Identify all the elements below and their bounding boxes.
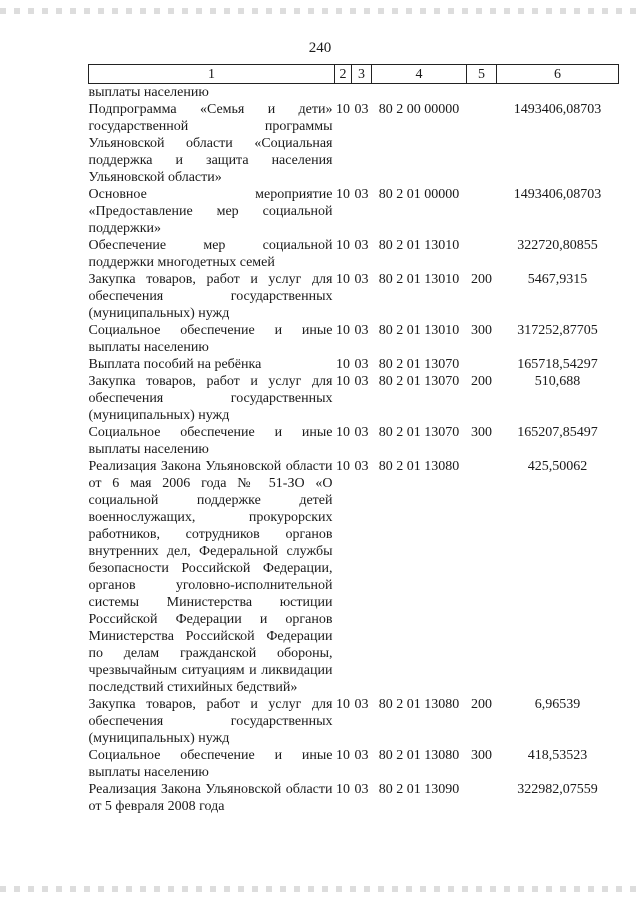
row-target-code: 80 2 00 00000 xyxy=(378,102,460,117)
row-section: 10 xyxy=(336,425,350,440)
row-target-code: 80 2 01 13010 xyxy=(378,272,460,287)
table-row xyxy=(89,373,619,424)
row-amount: 165718,54297 xyxy=(517,357,598,372)
table-row xyxy=(89,237,619,271)
table-row xyxy=(89,747,619,781)
row-expense-type xyxy=(467,237,497,271)
row-target-code: 80 2 01 13080 xyxy=(378,697,460,712)
row-subsection: 03 xyxy=(354,425,369,440)
row-name: Социальное обеспечение и иные выплаты населению xyxy=(88,748,333,780)
row-section: 10 xyxy=(336,459,350,474)
table-header xyxy=(89,65,619,84)
table-row xyxy=(89,458,619,696)
row-name: Выплата пособий на ребёнка xyxy=(88,357,262,372)
row-amount: 317252,87705 xyxy=(517,323,598,338)
row-expense-type: 200 xyxy=(471,374,492,389)
row-amount: 425,50062 xyxy=(527,459,588,474)
row-name: Обеспечение мер социальной поддержки многодетных семей xyxy=(88,238,333,270)
row-target-code xyxy=(372,84,467,102)
row-target-code: 80 2 01 13070 xyxy=(378,357,460,372)
header-col-4: 4 xyxy=(372,65,467,84)
row-subsection: 03 xyxy=(354,323,369,338)
table-row xyxy=(89,356,619,373)
row-expense-type: 300 xyxy=(471,748,492,763)
header-col-2: 2 xyxy=(335,65,352,84)
row-amount xyxy=(497,84,619,102)
table-row xyxy=(89,101,619,186)
table-body xyxy=(89,84,619,816)
header-col-3: 3 xyxy=(352,65,372,84)
row-target-code: 80 2 01 13070 xyxy=(378,374,460,389)
row-name: Реализация Закона Ульяновской области от 6 мая 2006 года № 51-ЗО «О социальной поддержке детей военнослужащих, прокурорских работников, сотрудников органов внутренних дел, Федеральной службы безопасности Российской Федерации, органов уголовно-исполнительной системы Министерства юстиции Российской Федерации и органов Министерства Российской Федерации по делам гражданской обороны, чрезвычайным ситуациям и ликвидации последствий стихийных бедствий» xyxy=(88,459,333,695)
page-number: 240 xyxy=(308,40,332,56)
row-section: 10 xyxy=(336,102,350,117)
table-row xyxy=(89,271,619,322)
row-expense-type xyxy=(467,84,497,102)
scan-edge-bottom xyxy=(0,886,640,892)
row-subsection: 03 xyxy=(354,748,369,763)
row-name: Основное мероприятие «Предоставление мер социальной поддержки» xyxy=(88,187,333,236)
row-section: 10 xyxy=(336,238,350,253)
scan-edge-top xyxy=(0,8,640,14)
table-row xyxy=(89,781,619,815)
row-amount: 322720,80855 xyxy=(517,238,598,253)
header-col-5: 5 xyxy=(467,65,497,84)
row-expense-type: 300 xyxy=(471,323,492,338)
row-expense-type xyxy=(467,186,497,237)
row-name: Реализация Закона Ульяновской области от 5 февраля 2008 года xyxy=(88,782,333,814)
row-expense-type xyxy=(467,101,497,186)
row-subsection: 03 xyxy=(354,374,369,389)
row-amount: 1493406,08703 xyxy=(513,187,602,202)
row-section: 10 xyxy=(336,782,350,797)
header-col-6: 6 xyxy=(497,65,619,84)
row-amount: 1493406,08703 xyxy=(513,102,602,117)
row-name: выплаты населению xyxy=(88,85,209,100)
table-row xyxy=(89,322,619,356)
row-section: 10 xyxy=(336,187,350,202)
row-subsection: 03 xyxy=(354,697,369,712)
row-subsection: 03 xyxy=(354,102,369,117)
row-expense-type: 200 xyxy=(471,697,492,712)
row-name: Социальное обеспечение и иные выплаты населению xyxy=(88,425,333,457)
row-section: 10 xyxy=(336,374,350,389)
row-subsection: 03 xyxy=(354,187,369,202)
row-amount: 510,688 xyxy=(534,374,581,389)
row-name: Закупка товаров, работ и услуг для обеспечения государственных (муниципальных) нужд xyxy=(88,697,333,746)
row-subsection: 03 xyxy=(354,357,369,372)
row-name: Закупка товаров, работ и услуг для обеспечения государственных (муниципальных) нужд xyxy=(88,374,333,423)
row-subsection: 03 xyxy=(354,238,369,253)
row-amount: 5467,9315 xyxy=(527,272,588,287)
row-subsection: 03 xyxy=(354,782,369,797)
row-section: 10 xyxy=(336,697,350,712)
row-section: 10 xyxy=(336,272,350,287)
row-expense-type: 200 xyxy=(471,272,492,287)
table-row xyxy=(89,186,619,237)
table-row xyxy=(89,84,619,102)
row-target-code: 80 2 01 13010 xyxy=(378,323,460,338)
row-name: Подпрограмма «Семья и дети» государственной программы Ульяновской области «Социальная поддержка и защита населения Ульяновской области» xyxy=(88,102,333,185)
row-target-code: 80 2 01 13080 xyxy=(378,748,460,763)
row-expense-type xyxy=(467,458,497,696)
row-section: 10 xyxy=(336,748,350,763)
row-subsection: 03 xyxy=(354,272,369,287)
row-amount: 165207,85497 xyxy=(517,425,598,440)
row-name: Закупка товаров, работ и услуг для обеспечения государственных (муниципальных) нужд xyxy=(88,272,333,321)
row-subsection: 03 xyxy=(354,459,369,474)
table-row xyxy=(89,424,619,458)
header-col-1: 1 xyxy=(89,65,335,84)
row-target-code: 80 2 01 13090 xyxy=(378,782,460,797)
budget-table xyxy=(88,64,619,815)
row-target-code: 80 2 01 00000 xyxy=(378,187,460,202)
row-amount: 418,53523 xyxy=(527,748,588,763)
row-subsection xyxy=(352,84,372,102)
row-amount: 322982,07559 xyxy=(517,782,598,797)
row-target-code: 80 2 01 13070 xyxy=(378,425,460,440)
row-expense-type: 300 xyxy=(471,425,492,440)
row-target-code: 80 2 01 13010 xyxy=(378,238,460,253)
row-name: Социальное обеспечение и иные выплаты населению xyxy=(88,323,333,355)
row-amount: 6,96539 xyxy=(534,697,581,712)
row-section: 10 xyxy=(336,357,350,372)
table-row xyxy=(89,696,619,747)
row-section xyxy=(335,84,352,102)
row-target-code: 80 2 01 13080 xyxy=(378,459,460,474)
row-section: 10 xyxy=(336,323,350,338)
row-expense-type xyxy=(467,781,497,815)
row-expense-type xyxy=(467,356,497,373)
